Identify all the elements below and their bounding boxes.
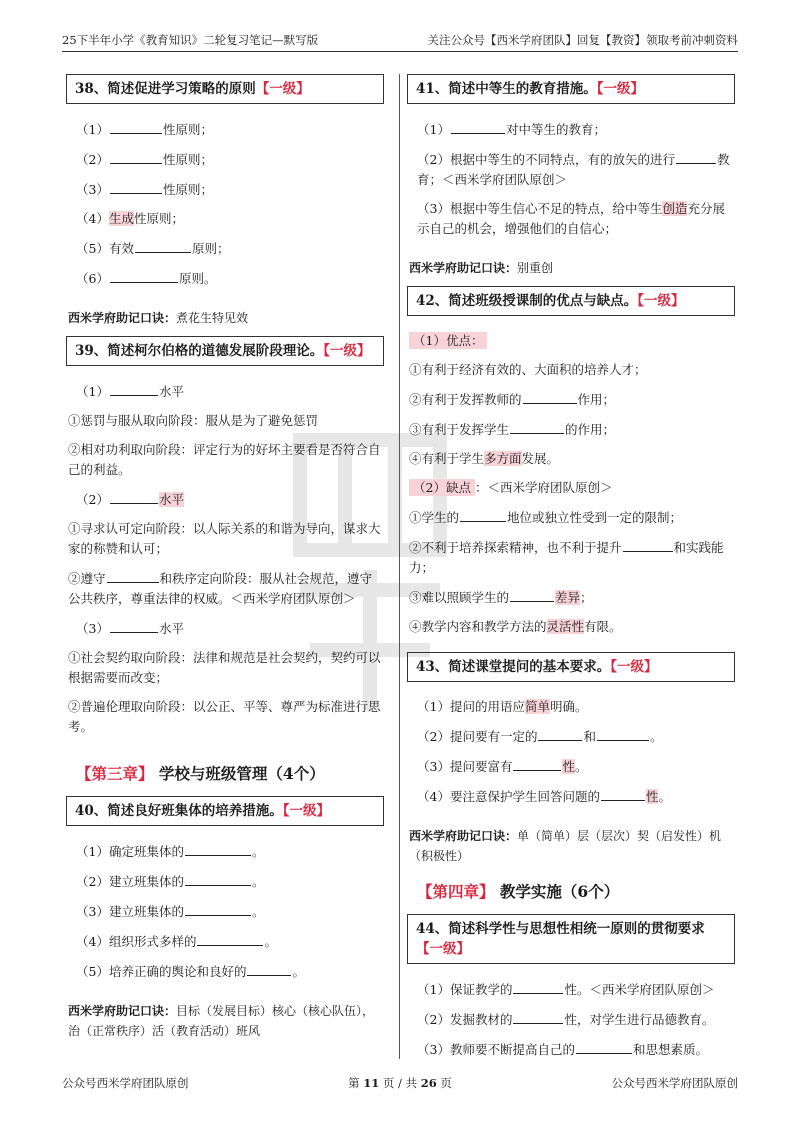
fill-blank[interactable]: [513, 756, 561, 771]
fill-blank[interactable]: [538, 726, 582, 741]
list-item: （3）提问要富有 性。: [417, 756, 735, 777]
fill-blank[interactable]: [185, 841, 251, 856]
list-item: ③难以照顾学生的 差异；: [409, 587, 735, 608]
list-item: （2） 水平: [76, 489, 384, 510]
list-item: ①有利于经济有效的、大面积的培养人才；: [409, 362, 647, 377]
highlighted-answer: 简单: [524, 699, 550, 714]
chapter-4-heading: 【第四章】 教学实施（6个）: [417, 882, 620, 901]
list-item: （1） 水平: [76, 381, 384, 402]
header-right-text: 关注公众号【西米学府团队】回复【教资】领取考前冲刺资料: [427, 33, 738, 47]
list-item: ②普遍伦理取向阶段：以公正、平等、尊严为标准进行思考。: [68, 699, 381, 734]
fill-blank[interactable]: [513, 1009, 563, 1024]
fill-blank[interactable]: [451, 119, 505, 134]
fill-blank[interactable]: [676, 149, 716, 164]
fill-blank[interactable]: [510, 419, 564, 434]
fill-blank[interactable]: [110, 489, 158, 504]
highlighted-answer: 多方面: [484, 451, 522, 466]
fill-blank[interactable]: [110, 381, 158, 396]
list-item: ②有利于发挥教师的 作用；: [409, 389, 735, 410]
list-item: （5）培养正确的舆论和良好的 。: [76, 961, 384, 982]
fill-blank[interactable]: [247, 961, 291, 976]
level-tag: 【一级】: [416, 941, 470, 957]
fill-blank[interactable]: [601, 786, 645, 801]
level-tag: 【一级】: [596, 81, 645, 97]
highlighted-answer: 性: [562, 759, 575, 774]
fill-blank[interactable]: [107, 568, 159, 583]
fill-blank[interactable]: [110, 149, 162, 164]
question-38-title: 38、简述促进学习策略的原则【一级】: [66, 74, 384, 104]
list-item: ①惩罚与服从取向阶段：服从是为了避免惩罚: [68, 413, 319, 428]
question-40-title: 40、简述良好班集体的培养措施。【一级】: [66, 796, 384, 826]
list-item: （6） 原则。: [76, 268, 384, 289]
fill-blank[interactable]: [513, 979, 563, 994]
fill-blank[interactable]: [623, 537, 673, 552]
list-item: （1）提问的用语应简单明确。: [417, 699, 588, 714]
list-item: （1） 性原则；: [76, 119, 384, 140]
list-item: （2）根据中等生的不同特点，有的放矢的进行 教育；＜西米学府团队原创＞: [417, 149, 735, 190]
mnemonic: 西米学府助记口诀：目标（发展目标）核心（核心队伍），治（正常秩序）活（教育活动）班风: [68, 1004, 375, 1038]
question-41: [407, 74, 735, 278]
question-39: [66, 336, 384, 748]
column-divider: [399, 74, 400, 1059]
highlighted-answer: 生成: [108, 211, 134, 226]
list-item: （2）建立班集体的 。: [76, 871, 384, 892]
question-43: [407, 652, 735, 866]
fill-blank[interactable]: [523, 389, 577, 404]
fill-blank[interactable]: [135, 238, 191, 253]
list-item: ④有利于学生多方面发展。: [409, 451, 560, 466]
chapter-3-heading: 【第三章】 学校与班级管理（4个）: [76, 764, 325, 783]
footer-right-text: 公众号西米学府团队原创: [611, 1076, 738, 1090]
question-44-title: 44、简述科学性与思想性相统一原则的贯彻要求 【一级】: [407, 914, 735, 964]
page-number: 第 11 页 / 共 26 页: [348, 1076, 452, 1090]
fill-blank[interactable]: [185, 871, 251, 886]
footer-left-text: 公众号西米学府团队原创: [62, 1076, 189, 1090]
level-tag: 【一级】: [282, 803, 331, 819]
question-41-title: 41、简述中等生的教育措施。【一级】: [407, 74, 735, 104]
list-item: ②遵守 和秩序定向阶段：服从社会规范，遵守公共秩序，尊重法律的权威。＜西米学府团队原创＞: [68, 568, 384, 609]
fill-blank[interactable]: [597, 726, 649, 741]
fill-blank[interactable]: [110, 268, 178, 283]
list-item: （4）生成性原则；: [76, 211, 184, 226]
list-item: （4）要注意保护学生回答问题的 性。: [417, 786, 735, 807]
list-item: （3）根据中等生信心不足的特点，给中等生创造充分展示自己的机会，增强他们的自信心；: [417, 201, 725, 236]
fill-blank[interactable]: [576, 1039, 632, 1054]
fill-blank[interactable]: [110, 618, 158, 633]
highlighted-answer: 灵活性: [546, 619, 585, 634]
list-item: ③有利于发挥学生 的作用；: [409, 419, 735, 440]
list-item: （2）提问要有一定的 和 。: [417, 726, 735, 747]
list-item: ①学生的 地位或独立性受到一定的限制；: [409, 507, 735, 528]
question-40: [66, 796, 384, 1041]
list-item: （5）有效 原则；: [76, 238, 384, 259]
fill-blank[interactable]: [510, 587, 554, 602]
advantages-label: （1）优点：: [409, 331, 735, 351]
level-tag: 【一级】: [637, 293, 685, 309]
list-item: （3）教师要不断提高自己的 和思想素质。: [417, 1039, 735, 1060]
question-42-title: 42、简述班级授课制的优点与缺点。【一级】: [407, 286, 735, 316]
highlighted-answer: 差异: [555, 590, 581, 605]
mnemonic: 西米学府助记口诀：单（简单）层（层次）契（启发性）机（积极性）: [409, 829, 722, 863]
list-item: ②不利于培养探索精神，也不利于提升 和实践能力；: [409, 537, 735, 578]
header-left-text: 25下半年小学《教育知识》二轮复习笔记—默写版: [62, 33, 319, 47]
right-column: [407, 74, 735, 1075]
list-item: （1）保证教学的 性。＜西米学府团队原创＞: [417, 979, 735, 1000]
fill-blank[interactable]: [110, 179, 162, 194]
level-tag: 【一级】: [255, 81, 310, 97]
page-header: [62, 26, 738, 52]
list-item: ①寻求认可定向阶段：以人际关系的和谐为导向，谋求大家的称赞和认可；: [68, 521, 381, 556]
fill-blank[interactable]: [185, 901, 251, 916]
question-38: [66, 74, 384, 328]
fill-blank[interactable]: [460, 507, 506, 522]
list-item: ④教学内容和教学方法的灵活性有限。: [409, 619, 622, 634]
list-item: （2）发掘教材的 性，对学生进行品德教育。: [417, 1009, 735, 1030]
list-item: （2） 性原则；: [76, 149, 384, 170]
list-item: （3）建立班集体的 。: [76, 901, 384, 922]
left-column: [66, 74, 384, 1049]
mnemonic: 西米学府助记口诀：别重创: [409, 261, 554, 275]
level-tag: 【一级】: [610, 659, 658, 675]
question-44: [407, 914, 735, 1071]
question-43-title: 43、简述课堂提问的基本要求。【一级】: [407, 652, 735, 682]
list-item: （1）确定班集体的 。: [76, 841, 384, 862]
highlighted-answer: 创造: [662, 201, 688, 216]
mnemonic: 西米学府助记口诀：煮花生特见效: [68, 311, 249, 325]
highlighted-answer: 性: [645, 789, 659, 804]
page-footer: [62, 1075, 738, 1091]
list-item: （3） 性原则；: [76, 179, 384, 200]
list-item: （4）组织形式多样的 。: [76, 931, 384, 952]
question-42: [407, 286, 735, 648]
list-item: ②相对功利取向阶段：评定行为的好坏主要看是否符合自己的利益。: [68, 442, 381, 477]
level-tag: 【一级】: [323, 343, 371, 359]
list-item: （1） 对中等生的教育；: [417, 119, 735, 140]
list-item: （3） 水平: [76, 618, 384, 639]
question-39-title: 39、简述柯尔伯格的道德发展阶段理论。【一级】: [66, 336, 384, 366]
fill-blank[interactable]: [110, 119, 162, 134]
disadvantages-label: （2）缺点 ：＜西米学府团队原创＞: [409, 478, 735, 498]
fill-blank[interactable]: [197, 931, 263, 946]
list-item: ①社会契约取向阶段：法律和规范是社会契约，契约可以根据需要而改变；: [68, 650, 381, 685]
